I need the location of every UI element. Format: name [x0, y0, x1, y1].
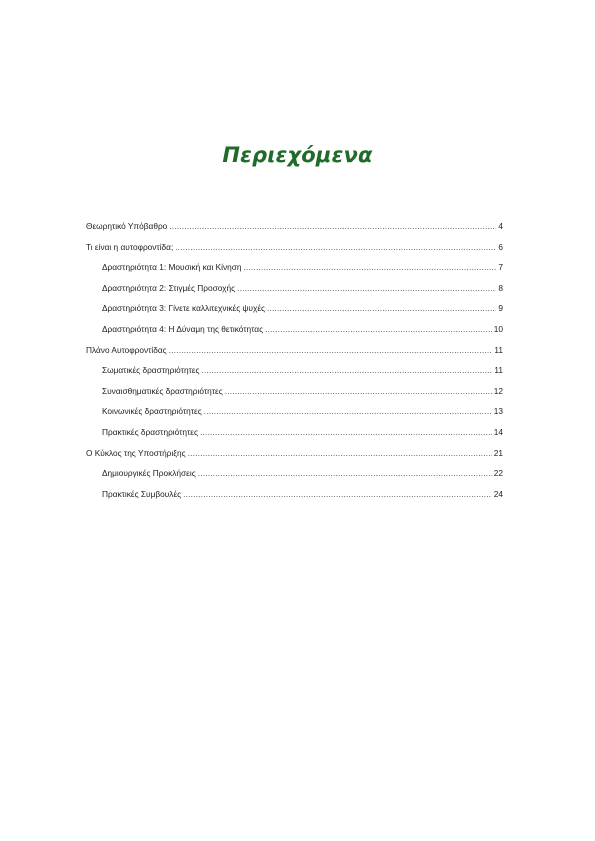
toc-page-number: 10 [493, 323, 503, 334]
toc-entry-label: Πλάνο Αυτοφροντίδας [86, 344, 167, 355]
toc-page-number: 4 [498, 221, 503, 231]
toc-entry-label: Πρακτικές δραστηριότητες [102, 426, 199, 437]
toc-entry-creative-challenges[interactable] [86, 468, 503, 489]
toc-entry-label: Τι είναι η αυτοφροντίδα; [86, 241, 174, 252]
toc-entry-activity-4[interactable] [86, 324, 503, 345]
toc-page-number: 24 [493, 488, 503, 499]
toc-entry-label: Θεωρητικό Υπόβαθρο [86, 221, 168, 231]
toc-entry-self-care-plan[interactable] [86, 345, 503, 366]
toc-leader-dots [175, 242, 496, 252]
toc-leader-dots [265, 324, 492, 334]
toc-entry-what-is-self-care[interactable] [86, 242, 503, 263]
toc-entry-label: Δραστηριότητα 3: Γίνετε καλλιτεχνικές ψυχές [102, 303, 266, 314]
toc-page-number: 6 [498, 241, 503, 252]
toc-entry-label: Κοινωνικές δραστηριότητες [102, 406, 202, 417]
toc-page-number: 13 [493, 406, 503, 417]
toc-leader-dots [267, 303, 496, 313]
toc-page-number: 9 [498, 303, 503, 314]
page-title: Περιεχόμενα [222, 143, 373, 167]
toc-entry-label: Πρακτικές Συμβουλές [102, 488, 182, 499]
toc-entry-activity-1[interactable] [86, 262, 503, 283]
toc-leader-dots [202, 365, 493, 375]
toc-entry-social-activities[interactable] [86, 406, 503, 427]
toc-entry-label: Δημιουργικές Προκλήσεις [102, 468, 196, 479]
toc-leader-dots [204, 406, 492, 416]
toc-page-number: 14 [493, 426, 503, 437]
toc-entry-physical-activities[interactable] [86, 365, 503, 386]
toc-page-number: 11 [494, 344, 503, 355]
toc-page-number: 8 [498, 282, 503, 293]
toc-leader-dots [169, 345, 493, 355]
toc-leader-dots [188, 448, 492, 458]
toc-entry-label: Συναισθηματικές δραστηριότητες [102, 385, 223, 396]
toc-leader-dots [183, 489, 492, 499]
toc-page-number: 12 [493, 385, 503, 396]
toc-leader-dots [237, 283, 496, 293]
toc-entry-label: Δραστηριότητα 4: Η Δύναμη της θετικότητας [102, 323, 264, 334]
toc-leader-dots [169, 221, 496, 231]
toc-page-number: 22 [493, 468, 503, 479]
toc-leader-dots [243, 262, 496, 272]
toc-leader-dots [225, 386, 492, 396]
table-of-contents [86, 221, 503, 509]
toc-entry-practical-tips[interactable] [86, 489, 503, 510]
toc-entry-activity-3[interactable] [86, 303, 503, 324]
toc-page-number: 11 [494, 365, 503, 376]
toc-page-number: 7 [498, 262, 503, 273]
toc-entry-emotional-activities[interactable] [86, 386, 503, 407]
toc-entry-theoretical-background[interactable] [86, 221, 503, 242]
toc-entry-label: Σωματικές δραστηριότητες [102, 365, 200, 376]
toc-entry-label: Δραστηριότητα 2: Στιγμές Προσοχής [102, 282, 236, 293]
toc-leader-dots [200, 427, 492, 437]
toc-entry-label: Ο Κύκλος της Υποστήριξης [86, 447, 186, 458]
toc-leader-dots [198, 468, 492, 478]
toc-page-number: 21 [493, 447, 503, 458]
toc-entry-practical-activities[interactable] [86, 427, 503, 448]
toc-entry-support-circle[interactable] [86, 448, 503, 469]
toc-entry-label: Δραστηριότητα 1: Μουσική και Κίνηση [102, 262, 242, 273]
toc-entry-activity-2[interactable] [86, 283, 503, 304]
